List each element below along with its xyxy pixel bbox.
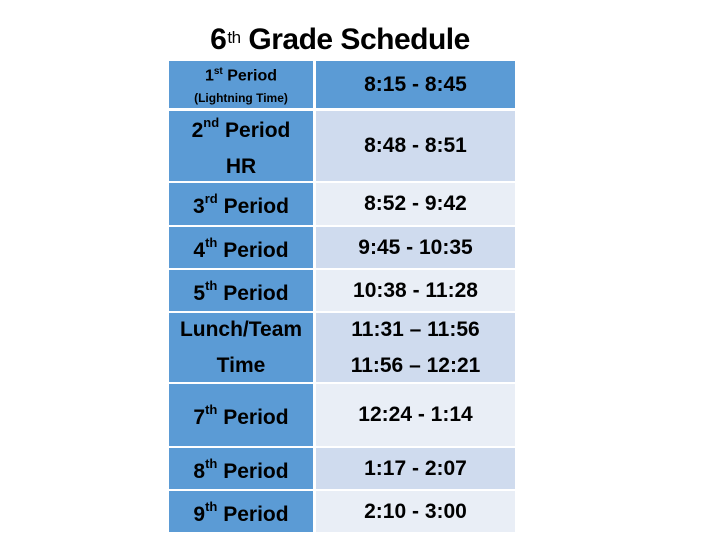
title-superscript: th <box>227 28 241 47</box>
table-row <box>169 111 515 181</box>
table-row <box>169 491 515 532</box>
time-range: 8:48 - 8:51 <box>364 134 467 157</box>
table-row <box>169 448 515 489</box>
table-row <box>169 227 515 268</box>
period-subtitle: Time <box>216 353 266 377</box>
period-number: 9 <box>193 502 206 526</box>
period-suffix: th <box>205 498 218 514</box>
period-cell <box>169 384 313 446</box>
time-cell <box>316 270 515 311</box>
period-cell <box>169 111 313 181</box>
time-range: 8:15 - 8:45 <box>364 72 467 96</box>
period-number: 1 <box>204 67 214 85</box>
period-label: Period <box>223 406 289 429</box>
period-suffix: th <box>205 402 218 417</box>
table-row <box>169 183 515 225</box>
period-number: 3 <box>193 195 205 218</box>
period-suffix: th <box>205 455 218 471</box>
period-label: Period <box>223 281 289 305</box>
title-number: 6 <box>210 23 227 56</box>
period-cell <box>169 61 313 108</box>
period-number: 8 <box>193 459 206 483</box>
period-suffix: nd <box>203 115 220 130</box>
time-cell <box>316 491 515 532</box>
time-cell <box>316 111 515 181</box>
time-range: 11:31 – 11:56 <box>351 317 480 341</box>
period-cell <box>169 183 313 225</box>
time-cell <box>316 227 515 268</box>
period-suffix: st <box>213 66 223 78</box>
time-range: 12:24 - 1:14 <box>358 403 473 426</box>
period-cell <box>169 491 313 532</box>
page-title <box>160 22 520 58</box>
time-range: 9:45 - 10:35 <box>358 235 473 259</box>
period-subtitle: (Lightning Time) <box>194 90 288 105</box>
period-label: Period <box>223 195 289 218</box>
period-label: Period <box>227 67 278 85</box>
period-number: 5 <box>193 281 206 305</box>
period-cell <box>169 270 313 311</box>
period-number: 4 <box>193 238 206 262</box>
time-cell <box>316 384 515 446</box>
time-cell <box>316 61 515 108</box>
time-range: 1:17 - 2:07 <box>364 456 467 480</box>
table-row <box>169 384 515 446</box>
period-suffix: rd <box>204 191 218 206</box>
time-cell <box>316 183 515 225</box>
time-cell <box>316 448 515 489</box>
period-label: Lunch/Team <box>179 317 303 341</box>
table-row <box>169 313 515 382</box>
time-range: 10:38 - 11:28 <box>353 278 478 302</box>
table-row <box>169 270 515 311</box>
period-cell <box>169 448 313 489</box>
period-label: Period <box>225 119 291 142</box>
period-cell <box>169 313 313 382</box>
time-range: 11:56 – 12:21 <box>350 353 481 377</box>
period-number: 2 <box>191 119 204 142</box>
period-label: Period <box>223 238 289 262</box>
title-text: Grade Schedule <box>248 23 470 56</box>
period-suffix: th <box>205 277 218 293</box>
time-range: 8:52 - 9:42 <box>364 192 467 215</box>
time-range: 2:10 - 3:00 <box>364 499 467 523</box>
period-label: Period <box>223 502 289 526</box>
time-cell <box>316 313 515 382</box>
period-label: Period <box>223 459 289 483</box>
period-number: 7 <box>193 406 206 429</box>
period-subtitle: HR <box>225 155 257 178</box>
table-row <box>169 61 515 108</box>
period-cell <box>169 227 313 268</box>
period-suffix: th <box>205 234 218 250</box>
